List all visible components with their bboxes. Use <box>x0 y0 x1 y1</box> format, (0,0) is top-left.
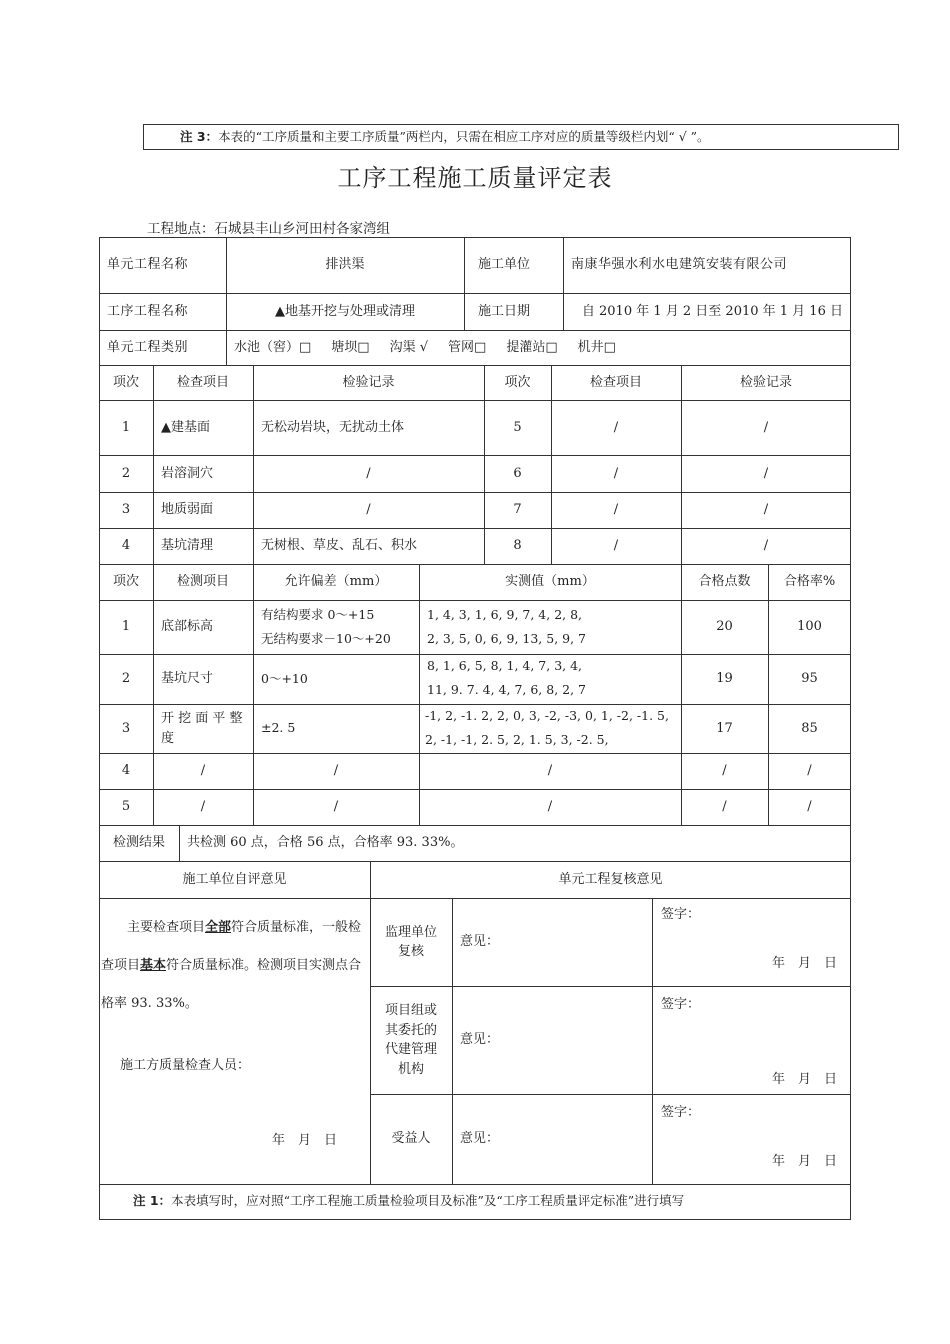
inspector-label: 施工方质量检查人员： <box>120 1058 251 1073</box>
measurement-row-pass-count: 20 <box>716 619 733 635</box>
measurement-row-tolerance: / <box>333 799 339 815</box>
inspection-row-item: 岩溶洞穴 <box>161 465 214 481</box>
inspection-row-record-2: / <box>763 538 769 554</box>
inspection-row-no-2: 7 <box>513 502 522 518</box>
reviewer-name: 项目组或其委托的代建管理机构 <box>384 1003 437 1077</box>
measurement-row-pass-count: / <box>722 763 727 779</box>
measurement-header-no: 项次 <box>112 574 139 590</box>
measurement-row-values <box>419 704 681 753</box>
quality-form <box>99 237 851 1220</box>
self-evaluation-date: 年 月 日 <box>272 1133 338 1148</box>
measurement-header-tolerance: 允许偏差（mm） <box>284 574 388 590</box>
note-3 <box>143 124 899 150</box>
review-header: 单元工程复核意见 <box>558 871 663 887</box>
measurement-row-pass-rate: 85 <box>801 720 818 736</box>
measurement-row-pass-count: 19 <box>716 671 733 687</box>
category-option-pipe-network: 管网□ <box>448 339 487 355</box>
inspection-header-item: 检查项目 <box>176 374 229 390</box>
category-option-pool: 水池（窖）□ <box>234 339 312 355</box>
measurement-row-no: 2 <box>121 671 131 687</box>
measurement-row-no: 5 <box>121 799 131 815</box>
note-1 <box>99 1184 851 1219</box>
self-evaluation-text-part: 主要检查项目 <box>127 920 206 935</box>
measurement-row-item: 开 挖 面 平 整 度 <box>161 711 243 746</box>
value-line: -1, 2, -1. 2, 2, 0, 3, -2, -3, 0, 1, -2, -1. 5, <box>425 708 669 723</box>
measurement-row-pass-rate: / <box>807 799 812 815</box>
tolerance-line: 有结构要求 0～+15 <box>261 607 375 622</box>
measurement-row-item: / <box>200 799 206 815</box>
inspection-row-no-2: 6 <box>513 465 522 481</box>
measurement-row-tolerance: 0～+10 <box>261 670 308 686</box>
inspection-row-record: 无松动岩块，无扰动土体 <box>261 419 405 435</box>
measurement-header-pass-count: 合格点数 <box>698 574 751 590</box>
inspection-row-record-2: / <box>763 465 769 481</box>
process-name-label: 工序工程名称 <box>107 303 189 319</box>
reviewer-opinion-label: 意见： <box>460 1131 500 1147</box>
reviewer-sign-label: 签字： <box>661 1105 701 1120</box>
self-evaluation-text <box>99 909 370 1029</box>
inspection-header-item-2: 检查项目 <box>589 374 642 390</box>
note-3-text: 本表的“工序质量和主要工序质量”两栏内，只需在相应工序对应的质量等级栏内划“ √ ”。 <box>218 129 710 144</box>
construction-date-value: 自 2010 年 1 月 2 日至 2010 年 1 月 16 日 <box>581 303 843 319</box>
unit-project-name-value: 排洪渠 <box>325 257 365 273</box>
self-evaluation-header: 施工单位自评意见 <box>182 871 287 887</box>
category-option-well: 机井□ <box>577 339 616 355</box>
measurement-row-no: 3 <box>121 720 131 736</box>
reviewer-sign-label: 签字： <box>661 907 701 922</box>
measurement-row-pass-rate: / <box>807 763 812 779</box>
inspection-header-no-2: 项次 <box>504 374 531 390</box>
measurement-row-values: / <box>547 799 553 815</box>
unit-project-name-label: 单元工程名称 <box>107 257 189 273</box>
contractor-label: 施工单位 <box>478 257 531 273</box>
reviewer-name: 受益人 <box>391 1131 431 1147</box>
note-1-text: 本表填写时，应对照“工序工程施工质量检验项目及标准”及“工序工程质量评定标准”进行填写 <box>171 1193 685 1209</box>
inspection-row-record-2: / <box>763 502 769 518</box>
measurement-header-values: 实测值（mm） <box>505 574 595 590</box>
result-value: 共检测 60 点，合格 56 点，合格率 93. 33%。 <box>187 835 464 851</box>
category-option-pump-station: 提灌站□ <box>506 339 558 355</box>
measurement-row-tolerance: / <box>333 763 339 779</box>
measurement-row-pass-count: 17 <box>716 720 733 736</box>
note-1-prefix: 注 1： <box>133 1193 172 1209</box>
reviewer-date: 年 月 日 <box>772 1072 838 1087</box>
inspection-row-item-2: / <box>613 419 619 435</box>
category-option-dam: 塘坝□ <box>331 339 370 355</box>
result-label: 检测结果 <box>112 835 165 851</box>
reviewer-date: 年 月 日 <box>772 1154 838 1169</box>
inspection-row-record: 无树根、草皮、乱石、积水 <box>261 538 418 554</box>
measurement-row-tolerance <box>253 600 419 654</box>
measurement-row-values <box>419 654 681 704</box>
inspection-row-no: 2 <box>121 465 131 481</box>
measurement-header-pass-rate: 合格率% <box>783 574 836 590</box>
measurement-row-pass-count: / <box>722 799 727 815</box>
reviewer-date: 年 月 日 <box>772 956 838 971</box>
measurement-row-values <box>419 600 681 654</box>
measurement-row-pass-rate: 95 <box>801 671 818 687</box>
inspection-row-item: 地质弱面 <box>161 502 214 518</box>
inspection-row-record-2: / <box>763 419 769 435</box>
tolerance-line: 无结构要求－10～+20 <box>261 631 391 646</box>
inspection-row-item-2: / <box>613 538 619 554</box>
inspection-row-item-2: / <box>613 465 619 481</box>
self-evaluation-text-part: 符合质量标准，一般检查项目 <box>101 920 362 973</box>
measurement-row-pass-rate: 100 <box>797 619 822 635</box>
value-line: 2, 3, 5, 0, 6, 9, 13, 5, 9, 7 <box>427 631 587 646</box>
measurement-row-no: 1 <box>121 619 131 635</box>
reviewer-sign-label: 签字： <box>661 997 701 1012</box>
self-evaluation-text-part: 符合质量标准。检测项目实测点合格率 93. 33%。 <box>101 958 362 1011</box>
inspection-row-no: 4 <box>121 538 131 554</box>
inspection-row-no-2: 5 <box>513 419 522 435</box>
page-title: 工序工程施工质量评定表 <box>337 164 613 192</box>
measurement-row-tolerance: ±2. 5 <box>261 720 296 736</box>
value-line: 2, -1, -1, 2. 5, 2, 1. 5, 3, -2. 5, <box>425 732 609 747</box>
inspection-header-record-2: 检验记录 <box>739 374 792 390</box>
inspection-row-record: / <box>366 502 371 518</box>
construction-date-label: 施工日期 <box>478 303 531 319</box>
value-line: 11, 9. 7. 4, 4, 7, 6, 8, 2, 7 <box>427 682 587 697</box>
inspection-row-record: / <box>366 465 371 481</box>
inspection-row-item: ▲建基面 <box>161 419 210 435</box>
project-location: 工程地点：石城县丰山乡河田村各家湾组 <box>147 221 390 237</box>
measurement-row-no: 4 <box>121 763 131 779</box>
inspection-header-record: 检验记录 <box>342 374 395 390</box>
measurement-row-item: 底部标高 <box>161 619 214 635</box>
inspection-row-item-2: / <box>613 502 619 518</box>
value-line: 1, 4, 3, 1, 6, 9, 7, 4, 2, 8, <box>427 607 583 622</box>
value-line: 8, 1, 6, 5, 8, 1, 4, 7, 3, 4, <box>427 658 583 673</box>
measurement-row-item: / <box>200 763 206 779</box>
reviewer-name: 监理单位复核 <box>384 924 437 959</box>
measurement-row-values: / <box>547 763 553 779</box>
inspection-row-no: 3 <box>121 502 131 518</box>
inspection-row-no-2: 8 <box>513 538 522 554</box>
measurement-row-item: 基坑尺寸 <box>161 671 214 687</box>
reviewer-opinion-label: 意见： <box>460 1032 500 1048</box>
reviewer-opinion-label: 意见： <box>460 934 500 950</box>
unit-category-options <box>226 330 851 365</box>
self-evaluation-emphasis-basic: 基本 <box>140 958 167 973</box>
category-option-channel: 沟渠 √ <box>389 339 429 355</box>
inspection-header-no: 项次 <box>112 374 139 390</box>
self-evaluation-emphasis-all: 全部 <box>205 920 232 935</box>
measurement-header-item: 检测项目 <box>176 574 229 590</box>
inspection-row-no: 1 <box>121 419 131 435</box>
process-name-value: ▲地基开挖与处理或清理 <box>275 303 415 319</box>
note-3-prefix: 注 3： <box>180 129 219 144</box>
inspection-row-item: 基坑清理 <box>161 538 214 554</box>
unit-category-label: 单元工程类别 <box>107 339 189 355</box>
contractor-value: 南康华强水利水电建筑安装有限公司 <box>571 257 788 273</box>
